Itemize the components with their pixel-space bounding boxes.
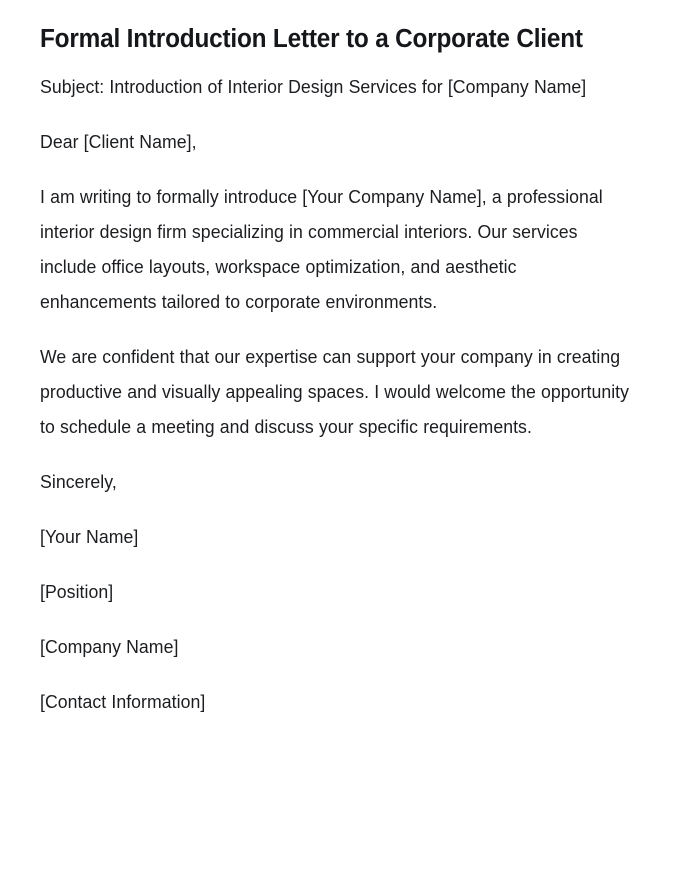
signature-contact: [Contact Information] xyxy=(40,691,206,712)
closing: Sincerely, xyxy=(40,471,117,492)
salutation: Dear [Client Name], xyxy=(40,131,197,152)
page-title: Formal Introduction Letter to a Corporate Client xyxy=(40,25,583,53)
subject-line: Subject: Introduction of Interior Design Services for [Company Name] xyxy=(40,76,587,97)
signature-company: [Company Name] xyxy=(40,636,179,657)
signature-name: [Your Name] xyxy=(40,526,139,547)
signature-position: [Position] xyxy=(40,581,114,602)
letter-body xyxy=(40,70,655,720)
body-paragraph-2: We are confident that our expertise can support your company in creating productive and visually appealing spaces. I would welcome the opportunity to schedule a meeting and discuss your specific requirements. xyxy=(40,346,630,437)
body-paragraph-1: I am writing to formally introduce [Your Company Name], a professional interior design firm specializing in commercial interiors. Our services include office layouts, workspace optimization, and aesthetic enhancements tailored to corporate environments. xyxy=(40,186,603,312)
